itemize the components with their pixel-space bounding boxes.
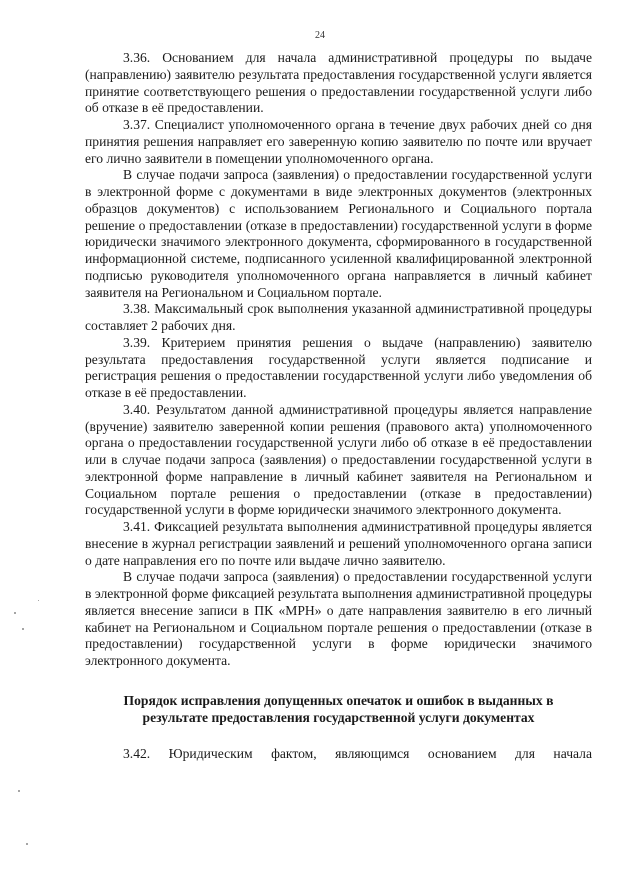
scan-speck	[14, 612, 16, 614]
paragraph-3-38: 3.38. Максимальный срок выполнения указанной административной процедуры составляет 2 рабочих дня.	[85, 301, 592, 333]
paragraph-3-36: 3.36. Основанием для начала административной процедуры по выдаче (направлению) заявителю результата предоставления государственной услуги является принятие соответствующего решения о предоставлении государственной услуги либо об отказе в её предоставлении.	[85, 50, 592, 116]
section-heading-line-1: Порядок исправления допущенных опечаток и ошибок в выданных в	[123, 692, 554, 708]
paragraph-3-40: 3.40. Результатом данной административной процедуры является направление (вручение) заявителю заверенной копии решения (правового акта) уполномоченного органа о предоставлении государственной услуги либо об отказе в её предоставлении или в случае подачи запроса (заявления) о предоставлении государственной услуги в электронной форме направление в личный кабинет заявителя на Региональном и Социальном портале решения о предоставлении (отказе в предоставлении) государственной услуги в форме юридически значимого электронного документа.	[85, 401, 592, 518]
paragraph-3-41: 3.41. Фиксацией результата выполнения административной процедуры является внесение в журнал регистрации заявлений и решений уполномоченного органа записи о дате направления его по почте или выдаче лично заявителю.	[85, 519, 592, 568]
page-number: 24	[315, 30, 325, 41]
paragraph-3-39: 3.39. Критерием принятия решения о выдаче (направлению) заявителю результата предоставления государственной услуги является подписание и регистрация решения о предоставлении государственной услуги либо уведомления об отказе в её предоставлении.	[85, 334, 592, 400]
scan-speck	[22, 628, 24, 630]
paragraph-electronic-delivery: В случае подачи запроса (заявления) о предоставлении государственной услуги в электронной форме с документами в виде электронных документов (электронных образцов документов) с использованием Регионального и Социального портала решение о предоставлении (отказе в предоставлении) государственной услуги в форме юридически значимого электронного документа, сформированного в государственной информационной системе, подписанного усиленной квалифицированной электронной подписью руководителя уполномоченного органа направляется в личный кабинет заявителя на Региональном и Социальном портале.	[85, 167, 592, 300]
scan-speck	[26, 843, 28, 845]
section-heading-line-2: результате предоставления государственной услуги документах	[142, 709, 535, 725]
paragraph-3-37: 3.37. Специалист уполномоченного органа в течение двух рабочих дней со дня принятия решения направляет его заверенную копию заявителю по почте или вручает его лично заявители в помещении уполномоченного органа.	[85, 117, 592, 166]
paragraph-electronic-fixation: В случае подачи запроса (заявления) о предоставлении государственной услуги в электронной форме фиксацией результата выполнения административной процедуры является внесение записи в ПК «МРН» о дате направления заявителю в его личный кабинет на Региональном и Социальном портале решения о предоставлении (отказе в предоставлении) государственной услуги в форме юридически значимого электронного документа.	[85, 569, 592, 668]
paragraph-3-42: 3.42. Юридическим фактом, являющимся основанием для начала	[123, 745, 592, 761]
scan-speck	[18, 790, 20, 792]
scan-speck	[38, 600, 39, 601]
section-heading	[85, 692, 592, 726]
page-body	[85, 50, 592, 763]
